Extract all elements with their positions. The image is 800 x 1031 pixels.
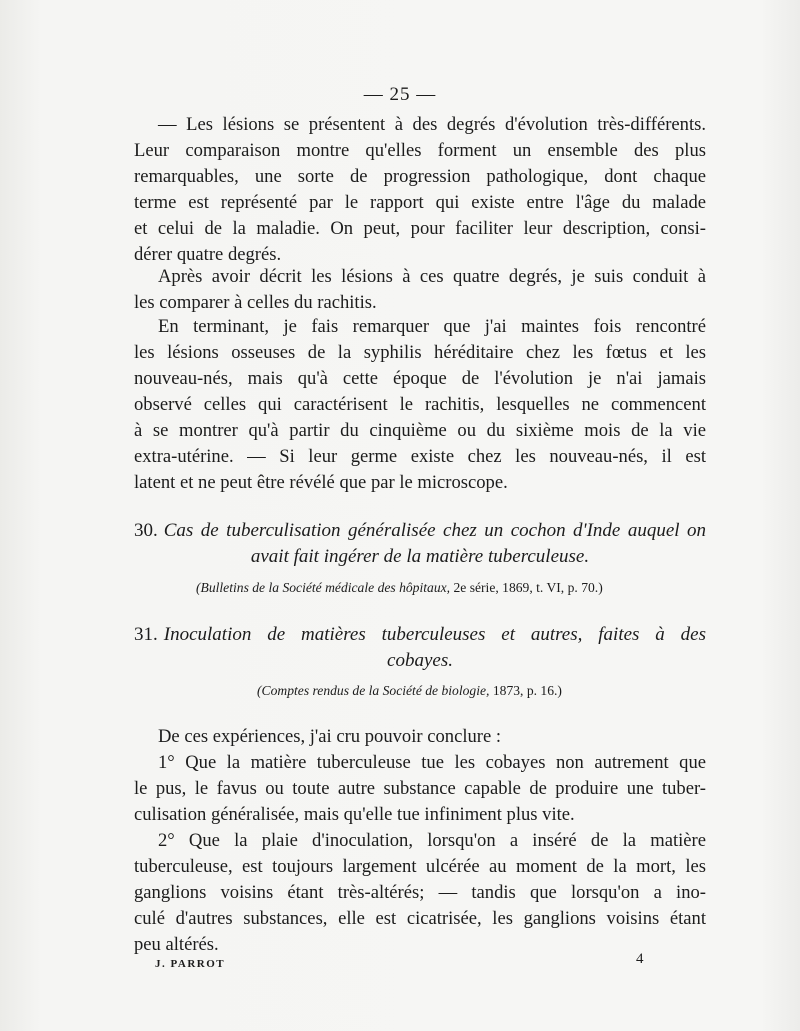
- entry-31-citation: [257, 683, 562, 699]
- text-line: 1° Que la matière tuberculeuse tue les cobayes non autrement que: [158, 752, 706, 773]
- entry-30-number: 30.: [134, 520, 158, 541]
- text-line: Leur comparaison montre qu'elles forment un ensemble des plus: [134, 140, 706, 161]
- text-line: tuberculeuse, est toujours largement ulcérée au moment de la mort, les: [134, 856, 706, 877]
- entry-30-citation: [196, 580, 603, 596]
- text-line: extra-utérine. — Si leur germe existe chez les nouveau-nés, il est: [134, 446, 706, 467]
- conclusion-intro: De ces expériences, j'ai cru pouvoir conclure :: [158, 726, 502, 747]
- text-line: les lésions osseuses de la syphilis héréditaire chez les fœtus et les: [134, 342, 706, 363]
- citation-details: 1873, p. 16.): [492, 683, 562, 698]
- text-line: En terminant, je fais remarquer que j'ai maintes fois rencontré: [158, 316, 706, 337]
- entry-30-title: [134, 518, 706, 544]
- citation-source: (Bulletins de la Société médicale des hôpitaux,: [196, 580, 451, 595]
- text-line: le pus, le favus ou toute autre substance capable de produire une tuber-: [134, 778, 706, 799]
- entry-31: [134, 622, 706, 674]
- text-line: Après avoir décrit les lésions à ces quatre degrés, je suis conduit à: [158, 266, 706, 287]
- entry-31-title: [134, 622, 706, 648]
- citation-source: (Comptes rendus de la Société de biologie,: [257, 683, 490, 698]
- entry-31-title-line2: cobayes.: [387, 650, 453, 671]
- text-line: les comparer à celles du rachitis.: [134, 292, 377, 313]
- text-line: nouveau-nés, mais qu'à cette époque de l'évolution je n'ai jamais: [134, 368, 706, 389]
- text-line: dérer quatre degrés.: [134, 244, 282, 265]
- text-line: peu altérés.: [134, 934, 219, 955]
- text-line: terme est représenté par le rapport qui existe entre l'âge du malade: [134, 192, 706, 213]
- sheet-number: 4: [636, 951, 644, 967]
- printer-signature: J. PARROT: [155, 958, 226, 970]
- page-number: — 25 —: [363, 84, 437, 105]
- entry-30-title-line1: Cas de tuberculisation généralisée chez un cochon d'Inde auquel on: [163, 520, 706, 541]
- paragraph-syphilis: [134, 314, 706, 496]
- text-line: observé celles qui caractérisent le rachitis, lesquelles ne commencent: [134, 394, 706, 415]
- text-line: culisation généralisée, mais qu'elle tue infiniment plus vite.: [134, 804, 575, 825]
- conclusions: [134, 724, 706, 958]
- text-line: et celui de la maladie. On peut, pour faciliter leur description, consi-: [134, 218, 706, 239]
- entry-31-title-line1: Inoculation de matières tuberculeuses et autres, faites à des: [163, 624, 706, 645]
- text-line: 2° Que la plaie d'inoculation, lorsqu'on a inséré de la matière: [158, 830, 706, 851]
- text-line: latent et ne peut être révélé que par le microscope.: [134, 472, 508, 493]
- paragraph-rachitis: [134, 264, 706, 316]
- text-line: culé d'autres substances, elle est cicatrisée, les ganglions voisins étant: [134, 908, 706, 929]
- text-line: remarquables, une sorte de progression pathologique, dont chaque: [134, 166, 706, 187]
- entry-30: [134, 518, 706, 570]
- entry-31-number: 31.: [134, 624, 158, 645]
- text-line: ganglions voisins étant très-altérés; — tandis que lorsqu'on a ino-: [134, 882, 706, 903]
- citation-details: 2e série, 1869, t. VI, p. 70.): [453, 580, 603, 595]
- text-line: à se montrer qu'à partir du cinquième ou du sixième mois de la vie: [134, 420, 706, 441]
- text-line: — Les lésions se présentent à des degrés d'évolution très-différents.: [158, 114, 706, 135]
- entry-30-title-line2: avait fait ingérer de la matière tuberculeuse.: [250, 546, 590, 567]
- paragraph-lesions: [134, 112, 706, 268]
